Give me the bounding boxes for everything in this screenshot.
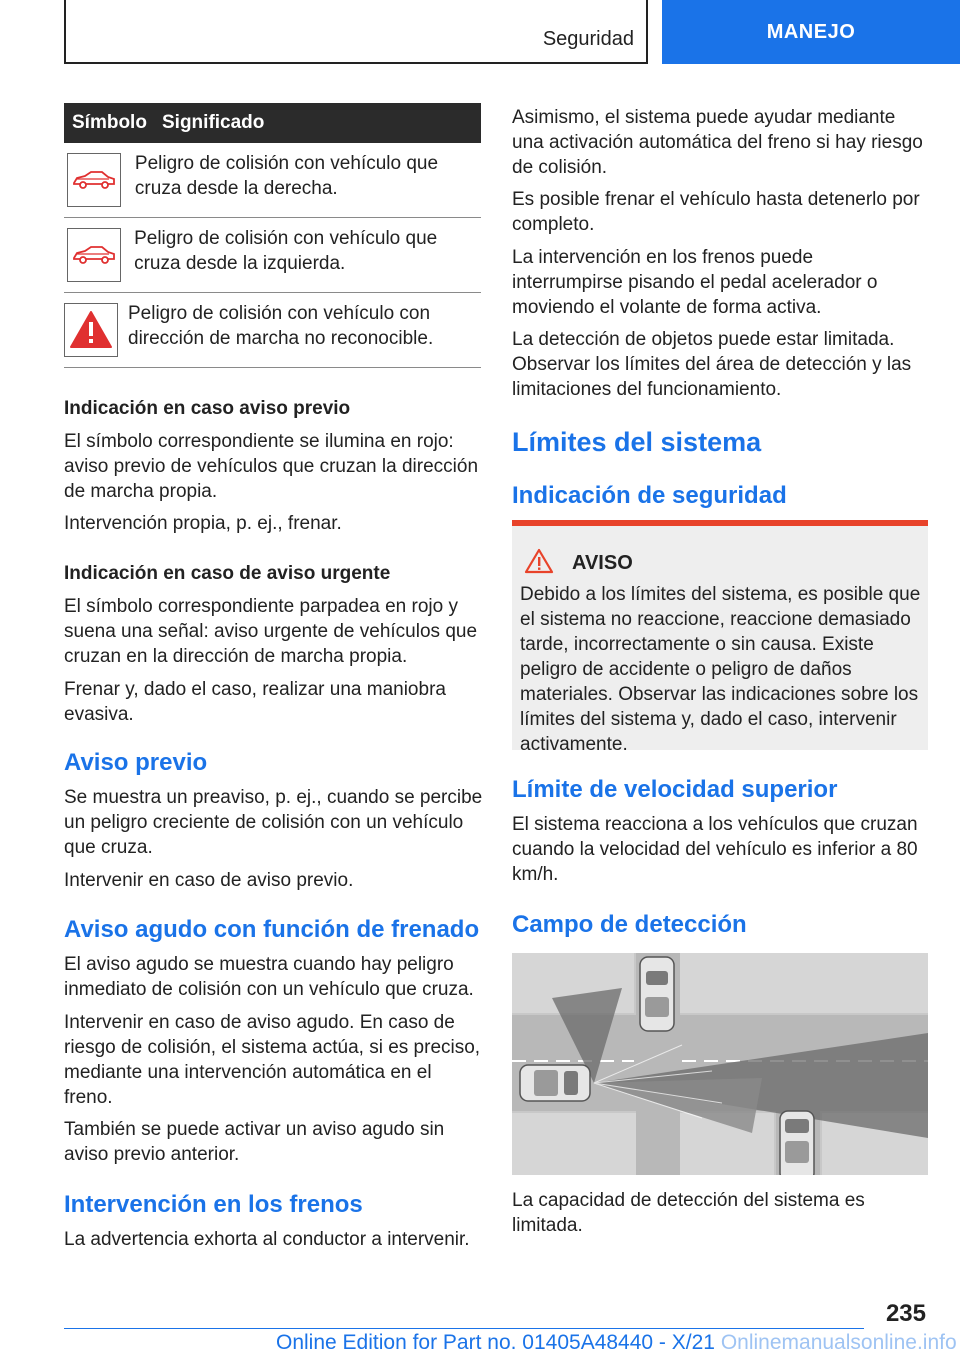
aviso-previo-paragraph: Se muestra un preaviso, p. ej., cuando se percibe un peligro creciente de colisión con un vehículo que cruza. [64,787,483,858]
aviso-agudo-paragraph-2: Intervenir en caso de aviso agudo. En caso de riesgo de colisión, el sistema actúa, si es preciso, mediante una intervención automática en el freno. [64,1012,481,1108]
right-paragraph-4: La detección de objetos puede estar limitada. Observar los límites del área de detección y las limitaciones del funcionamiento. [512,329,912,400]
urgent-heading: Indicación en caso de aviso urgente [64,563,391,584]
velocidad-paragraph: El sistema reacciona a los vehículos que cruzan cuando la velocidad del vehículo es inferior a 80 km/h. [512,814,918,885]
urgent-paragraph-2: Frenar y, dado el caso, realizar una maniobra evasiva. [64,679,446,725]
header-symbol: Símbolo [72,112,147,133]
symbol-table [64,103,481,368]
table-header [64,103,481,143]
warning-icon [524,548,554,579]
row-text: Peligro de colisión con vehículo que cruza desde la derecha. [134,153,439,199]
footer-edition [276,1331,957,1355]
page-number: 235 [885,1300,926,1327]
aviso-agudo-paragraph-3: También se puede activar un aviso agudo sin aviso previo anterior. [64,1119,445,1165]
warning-triangle-icon [64,303,118,357]
right-paragraph-1: Asimismo, el sistema puede ayudar mediante una activación automática del freno si hay riesgo de colisión. [512,107,923,178]
car-from-left-icon [67,228,121,282]
car-from-right-icon [67,153,121,207]
frenos-paragraph: La advertencia exhorta al conductor a intervenir. [64,1229,470,1250]
aviso-agudo-paragraph: El aviso agudo se muestra cuando hay peligro inmediato de colisión con un vehículo que cruza. [64,954,474,1000]
detection-field-diagram [512,953,928,1175]
warning-title: AVISO [572,552,633,574]
limites-title: Límites del sistema [512,427,762,457]
edition-text: Online Edition for Part no. 01405A48440 - X/21 [276,1331,715,1354]
frenos-title: Intervención en los frenos [64,1191,363,1218]
campo-caption: La capacidad de detección del sistema es limitada. [512,1190,865,1236]
preview-paragraph-2: Intervención propia, p. ej., frenar. [64,513,342,534]
row-text: Peligro de colisión con vehículo que cruza desde la izquierda. [134,228,438,274]
header-meaning: Significado [162,112,265,133]
seguridad-title: Indicación de seguridad [512,482,787,509]
warning-box [512,520,928,755]
urgent-paragraph: El símbolo correspondiente parpadea en rojo y suena una señal: aviso urgente de vehículos que cruzan en la dirección de marcha propia. [64,596,478,667]
right-paragraph-3: La intervención en los frenos puede interrumpirse pisando el pedal acelerador o moviendo el volante de forma activa. [512,247,878,318]
table-row [64,143,481,218]
chapter-tab[interactable]: MANEJO [662,0,960,64]
footer-divider [64,1328,864,1329]
campo-title: Campo de detección [512,911,747,938]
watermark-text: Onlinemanualsonline.info [720,1331,957,1354]
table-row [64,293,481,368]
aviso-agudo-title: Aviso agudo con función de frenado [64,916,480,943]
right-paragraph-2: Es posible frenar el vehículo hasta detenerlo por completo. [512,189,920,235]
preview-paragraph: El símbolo correspondiente se ilumina en rojo: aviso previo de vehículos que cruzan la dirección de marcha propia. [64,431,479,502]
section-title: Seguridad [542,28,634,50]
aviso-previo-paragraph-2: Intervenir en caso de aviso previo. [64,870,354,891]
warning-text: Debido a los límites del sistema, es posible que el sistema no reaccione, reaccione demasiado tarde, incorrectamente o sin causa. Existe peligro de accidente o peligro de daños materiales. Observar las indicaciones sobre los límites del sistema y, dado el caso, intervenir activamente. [520,584,921,755]
velocidad-title: Límite de velocidad superior [512,776,838,803]
aviso-previo-title: Aviso previo [64,749,208,776]
row-text: Peligro de colisión con vehículo con dirección de marcha no reconocible. [128,303,434,349]
table-row [64,218,481,293]
preview-heading: Indicación en caso aviso previo [64,398,351,419]
